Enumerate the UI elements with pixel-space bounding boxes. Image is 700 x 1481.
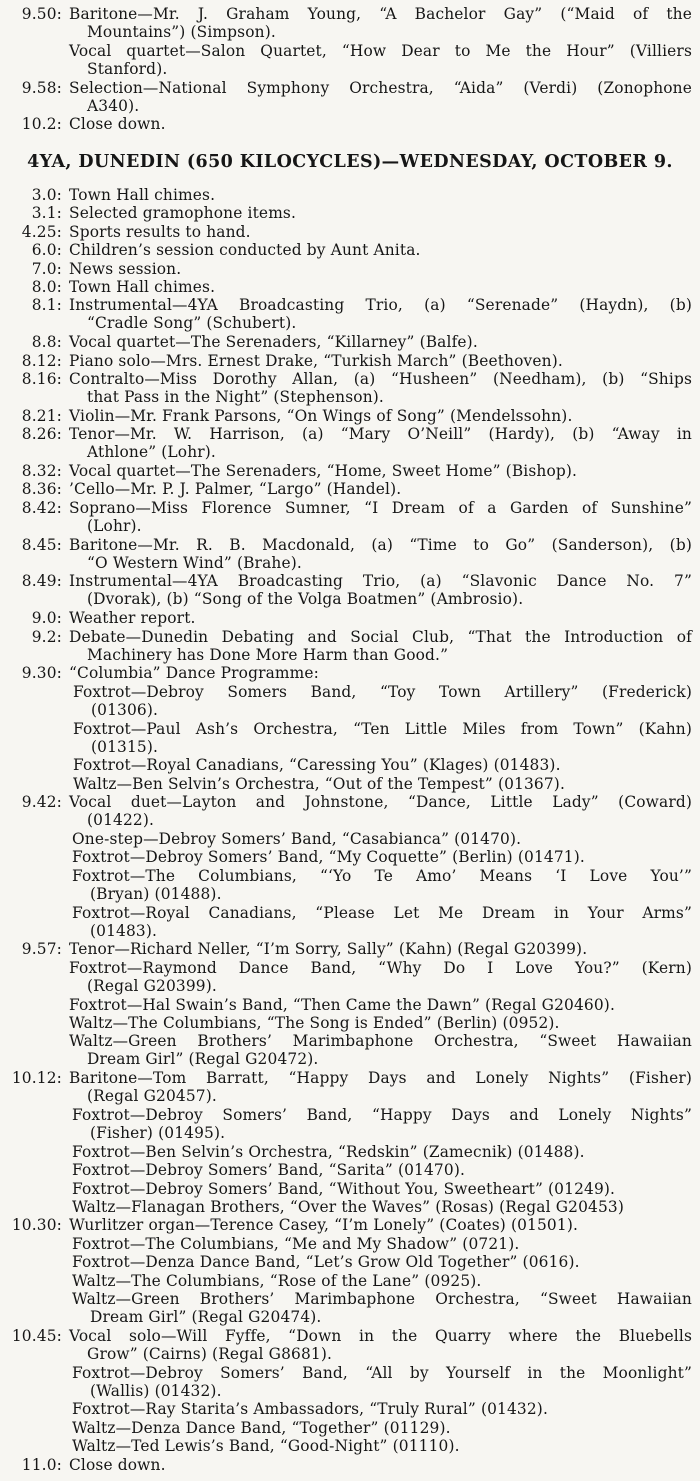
programme-time: 8.26:: [21, 425, 62, 444]
programme-text-line: Town Hall chimes.: [69, 186, 216, 204]
programme-entry: [0, 609, 692, 629]
programme-entry: [0, 628, 692, 667]
programme-text-line: Wurlitzer organ—Terence Casey, “I’m Lonely” (Coates) (01501).: [69, 1216, 579, 1235]
programme-sub-entry: [0, 756, 692, 776]
programme-sub-entry: [0, 830, 692, 850]
programme-entry: [0, 793, 692, 832]
programme-entry: [0, 241, 692, 261]
programme-sub-entry: [0, 1364, 692, 1403]
programme-entry: [0, 186, 692, 206]
programme-entry: [0, 333, 692, 353]
programme-text-line: “Cradle Song” (Schubert).: [87, 314, 297, 333]
programme-text-line: Selected gramophone items.: [69, 204, 297, 223]
programme-time: 10.45:: [11, 1326, 62, 1345]
programme-text-line: (Bryan) (01488).: [90, 884, 222, 903]
programme-entry: [0, 79, 692, 118]
programme-entry: [0, 499, 692, 538]
programme-text-line: “Columbia” Dance Programme:: [69, 664, 319, 683]
programme-text-line: Children’s session conducted by Aunt Anita.: [69, 241, 421, 260]
programme-text-line: Baritone—Tom Barratt, “Happy Days and Lonely Nights” (Fisher): [69, 1069, 692, 1088]
programme-sub-entry: [0, 1253, 692, 1273]
programme-text-line: Waltz—Denza Dance Band, “Together” (01129).: [72, 1418, 451, 1437]
programme-entry: [0, 5, 692, 44]
programme-time: 9.58:: [21, 78, 62, 97]
programme-sub-entry: [0, 1106, 692, 1145]
programme-text-line: Foxtrot—Debroy Somers Band, “Toy Town Artillery” (Frederick): [73, 682, 692, 701]
programme-text-line: Violin—Mr. Frank Parsons, “On Wings of Song” (Mendelssohn).: [69, 406, 573, 425]
programme-text-line: Foxtrot—Denza Dance Band, “Let’s Grow Old Together” (0616).: [72, 1253, 580, 1272]
programme-text-line: (01306).: [91, 700, 159, 719]
programme-text-line: that Pass in the Night” (Stephenson).: [87, 388, 384, 406]
programme-text-line: (Wallis) (01432).: [90, 1381, 222, 1400]
programme-text-line: Foxtrot—Raymond Dance Band, “Why Do I Love You?” (Kern): [69, 958, 692, 977]
programme-text-line: Vocal quartet—The Serenaders, “Killarney” (Balfe).: [69, 333, 478, 352]
programme-text-line: News session.: [69, 259, 182, 278]
programme-text-line: Close down.: [69, 1455, 166, 1474]
programme-time: 8.36:: [21, 480, 62, 499]
programme-time: 8.16:: [21, 370, 62, 388]
programme-text-line: Athlone” (Lohr).: [87, 443, 216, 462]
programme-text-line: Foxtrot—Paul Ash’s Orchestra, “Ten Little Miles from Town” (Kahn): [73, 719, 692, 738]
programme-text-line: Grow” (Cairns) (Regal G8681).: [87, 1344, 333, 1363]
programme-sub-entry: [0, 683, 692, 722]
programme-time: 10.2:: [21, 115, 62, 134]
programme-text-line: Soprano—Miss Florence Sumner, “I Dream of a Garden of Sunshine”: [69, 498, 692, 517]
programme-sub-entry: [0, 1198, 692, 1218]
programme-entry: [0, 115, 692, 135]
programme-text-line: “O Western Wind” (Brahe).: [87, 553, 302, 572]
programme-sub-entry: [0, 775, 692, 795]
programme-time: 9.0:: [31, 609, 62, 628]
programme-text-line: Piano solo—Mrs. Ernest Drake, “Turkish March” (Beethoven).: [69, 351, 563, 370]
programme-entry: [0, 204, 692, 224]
programme-sub-entry: [0, 1272, 692, 1292]
programme-text-line: (01483).: [90, 921, 158, 940]
programme-time: 4.25:: [21, 222, 62, 241]
programme-text-line: Sports results to hand.: [69, 222, 251, 241]
programme-text-line: Tenor—Mr. W. Harrison, (a) “Mary O’Neill” (Hardy), (b) “Away in: [69, 425, 692, 444]
programme-sub-entry: [0, 1032, 692, 1071]
programme-text-line: Vocal quartet—The Serenaders, “Home, Sweet Home” (Bishop).: [69, 462, 578, 480]
programme-text-line: (Lohr).: [87, 516, 142, 535]
programme-time: 9.42:: [21, 793, 62, 812]
programme-text-line: Vocal duet—Layton and Johnstone, “Dance, Little Lady” (Coward): [69, 793, 692, 812]
programme-sub-entry: [0, 1235, 692, 1255]
programme-entry: [0, 278, 692, 298]
programme-entry: [0, 664, 692, 684]
programme-text-line: Waltz—The Columbians, “Rose of the Lane” (0925).: [72, 1271, 482, 1290]
programme-sub-entry: [0, 1161, 692, 1181]
programme-sub-entry: [0, 1180, 692, 1200]
programme-time: 10.30:: [11, 1216, 62, 1235]
programme-text-line: Town Hall chimes.: [69, 278, 216, 296]
programme-text-line: Tenor—Richard Neller, “I’m Sorry, Sally” (Kahn) (Regal G20399).: [69, 940, 588, 959]
programme-time: 8.1:: [31, 296, 62, 315]
programme-time: 7.0:: [31, 259, 62, 278]
programme-time: 3.0:: [31, 186, 62, 204]
programme-time: 8.45:: [21, 535, 62, 554]
programme-text-line: (Fisher) (01495).: [90, 1124, 226, 1142]
programme-text-line: ’Cello—Mr. P. J. Palmer, “Largo” (Handel).: [69, 480, 402, 499]
programme-text-line: A340).: [87, 96, 140, 115]
programme-text-line: Foxtrot—Ray Starita’s Ambassadors, “Truly Rural” (01432).: [72, 1400, 549, 1419]
programme-text-line: Foxtrot—Royal Canadians, “Caressing You” (Klages) (01483).: [73, 756, 561, 775]
programme-time: 8.42:: [21, 498, 62, 517]
programme-entry: [0, 296, 692, 335]
programme-text-line: Instrumental—4YA Broadcasting Trio, (a) “Serenade” (Haydn), (b): [69, 296, 692, 315]
programme-text-line: One-step—Debroy Somers’ Band, “Casabianca” (01470).: [72, 830, 522, 848]
programme-sub-entry: [0, 1419, 692, 1439]
programme-entry: [0, 370, 692, 409]
programme-text-line: Dream Girl” (Regal G20472).: [87, 1050, 319, 1069]
programme-sub-entry: [0, 996, 692, 1016]
programme-text-line: Foxtrot—Debroy Somers’ Band, “Without You, Sweetheart” (01249).: [72, 1179, 616, 1198]
programme-text-line: (Dvorak), (b) “Song of the Volga Boatmen” (Ambrosio).: [87, 590, 524, 609]
programme-text-line: Foxtrot—Hal Swain’s Band, “Then Came the Dawn” (Regal G20460).: [69, 995, 615, 1014]
programme-time: 8.8:: [31, 333, 62, 352]
programme-time: 9.30:: [21, 664, 62, 683]
programme-entry: [0, 1456, 692, 1476]
programme-time: 8.12:: [21, 351, 62, 370]
programme-entry: [0, 462, 692, 482]
programme-time: 8.21:: [21, 406, 62, 425]
programme-text-line: Waltz—Green Brothers’ Marimbaphone Orchestra, “Sweet Hawaiian: [69, 1032, 692, 1051]
programme-entry: [0, 1327, 692, 1366]
programme-entry: [0, 260, 692, 280]
programme-time: 9.57:: [21, 940, 62, 959]
programme-text-line: Debate—Dunedin Debating and Social Club, “That the Introduction of: [69, 627, 692, 646]
programme-time: 8.49:: [21, 572, 62, 591]
programme-time: 8.0:: [31, 278, 62, 296]
programme-text-line: (Regal G20399).: [87, 976, 217, 995]
programme-entry: [0, 407, 692, 427]
programme-sub-entry: [0, 1290, 692, 1329]
programme-time: 9.2:: [31, 627, 62, 646]
programme-entry: [0, 1069, 692, 1108]
programme-sub-entry: [0, 1437, 692, 1457]
programme-sub-entry: [0, 904, 692, 943]
programme-text-line: Baritone—Mr. R. B. Macdonald, (a) “Time to Go” (Sanderson), (b): [69, 535, 692, 554]
programme-entry: [0, 352, 692, 372]
programme-text-line: Vocal quartet—Salon Quartet, “How Dear to Me the Hour” (Villiers: [69, 41, 692, 60]
programme-text-line: Waltz—Ben Selvin’s Orchestra, “Out of the Tempest” (01367).: [73, 774, 565, 793]
programme-sub-entry: [0, 848, 692, 868]
programme-text-line: (01422).: [87, 811, 155, 830]
programme-sub-entry: [0, 959, 692, 998]
programme-entry: [0, 223, 692, 243]
programme-text-line: Foxtrot—Debroy Somers’ Band, “Sarita” (01470).: [72, 1161, 466, 1180]
programme-entry: [0, 572, 692, 611]
programme-text-line: Waltz—The Columbians, “The Song is Ended” (Berlin) (0952).: [69, 1014, 560, 1032]
programme-text-line: (Regal G20457).: [87, 1087, 217, 1106]
programme-text-line: Instrumental—4YA Broadcasting Trio, (a) “Slavonic Dance No. 7”: [69, 572, 692, 591]
programme-text-line: Foxtrot—Debroy Somers’ Band, “All by Yourself in the Moonlight”: [72, 1363, 692, 1382]
programme-text-line: Weather report.: [69, 609, 196, 628]
section-heading: 4YA, DUNEDIN (650 KILOCYCLES)—WEDNESDAY, OCTOBER 9.: [27, 152, 673, 172]
programme-sub-entry: [0, 1014, 692, 1034]
programme-time: 8.32:: [21, 462, 62, 480]
programme-text-line: Mountains”) (Simpson).: [87, 23, 276, 41]
programme-text-line: Close down.: [69, 115, 166, 134]
programme-entry: [0, 940, 692, 960]
programme-text-line: Dream Girl” (Regal G20474).: [90, 1308, 322, 1326]
programme-time: 3.1:: [31, 204, 62, 223]
programme-entry: [0, 425, 692, 464]
programme-text-line: Foxtrot—Ben Selvin’s Orchestra, “Redskin” (Zamecnik) (01488).: [72, 1142, 585, 1161]
programme-sub-entry: [0, 720, 692, 759]
programme-text-line: Foxtrot—Royal Canadians, “Please Let Me Dream in Your Arms”: [72, 903, 692, 922]
programme-text-line: Contralto—Miss Dorothy Allan, (a) “Husheen” (Needham), (b) “Ships: [69, 370, 692, 388]
programme-text-line: Waltz—Green Brothers’ Marimbaphone Orchestra, “Sweet Hawaiian: [72, 1290, 692, 1308]
programme-time: 11.0:: [21, 1455, 62, 1474]
programme-time: 9.50:: [21, 5, 62, 23]
programme-time: 6.0:: [31, 241, 62, 260]
programme-entry: [0, 1216, 692, 1236]
programme-text-line: Foxtrot—The Columbians, “Me and My Shadow” (0721).: [72, 1234, 520, 1253]
programme-sub-entry: [0, 1143, 692, 1163]
programme-text-line: (01315).: [91, 737, 159, 756]
programme-entry: [0, 536, 692, 575]
programme-text-line: Vocal solo—Will Fyffe, “Down in the Quarry where the Bluebells: [69, 1326, 692, 1345]
programme-time: 10.12:: [11, 1069, 62, 1088]
programme-sub-entry: [0, 42, 692, 81]
programme-text-line: Foxtrot—The Columbians, “‘Yo Te Amo’ Means ‘I Love You’”: [72, 866, 692, 885]
programme-text-line: Waltz—Ted Lewis’s Band, “Good-Night” (01110).: [72, 1437, 460, 1456]
programme-text-line: Foxtrot—Debroy Somers’ Band, “My Coquette” (Berlin) (01471).: [72, 848, 585, 867]
programme-text-line: Stanford).: [87, 59, 168, 78]
programme-text-line: Selection—National Symphony Orchestra, “Aida” (Verdi) (Zonophone: [69, 78, 692, 97]
programme-text-line: Baritone—Mr. J. Graham Young, “A Bachelor Gay” (“Maid of the: [69, 5, 692, 23]
programme-text-line: Machinery has Done More Harm than Good.”: [87, 645, 449, 664]
programme-sub-entry: [0, 867, 692, 906]
programme-text-line: Foxtrot—Debroy Somers’ Band, “Happy Days and Lonely Nights”: [72, 1106, 692, 1124]
programme-sub-entry: [0, 1400, 692, 1420]
programme-text-line: Waltz—Flanagan Brothers, “Over the Waves” (Rosas) (Regal G20453): [72, 1198, 625, 1216]
programme-entry: [0, 480, 692, 500]
